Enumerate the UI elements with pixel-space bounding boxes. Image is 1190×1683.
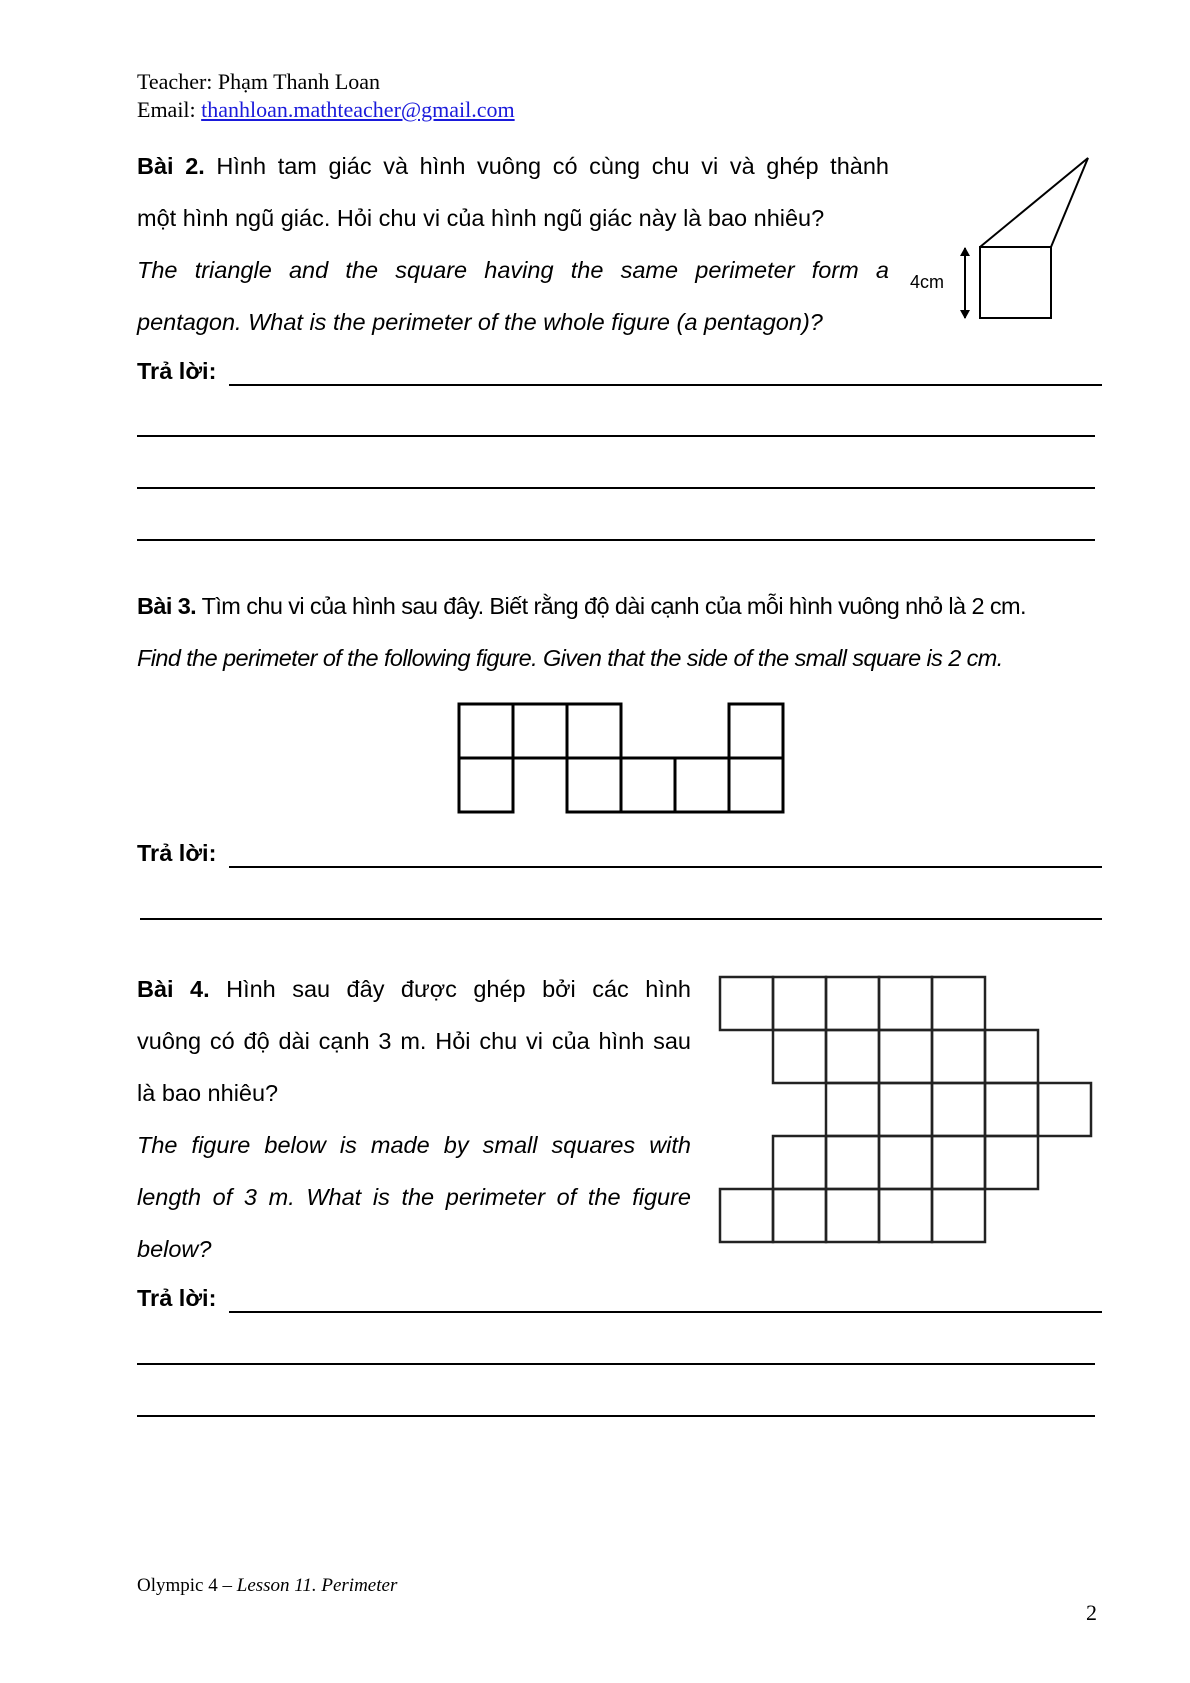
grid-cell bbox=[985, 1030, 1038, 1083]
page-number: 2 bbox=[1086, 1600, 1097, 1625]
square-cell bbox=[621, 758, 675, 812]
bai3-en: Find the perimeter of the following figure. Given that the side of the small square is 2 cm. bbox=[137, 645, 1003, 671]
grid-cell bbox=[826, 1083, 879, 1136]
square-cell bbox=[729, 758, 783, 812]
bai4-vi-line1: Bài 4. Hình sau đây được ghép bởi các hình bbox=[137, 976, 691, 1002]
grid-cell bbox=[773, 977, 826, 1030]
bai4-en-line2: length of 3 m. What is the perimeter of the figure bbox=[137, 1184, 691, 1210]
grid-cell bbox=[879, 1030, 932, 1083]
grid-cell bbox=[826, 977, 879, 1030]
bai3-squares-figure bbox=[455, 700, 795, 820]
bai2-answer-label: Trả lời: bbox=[137, 358, 217, 384]
email-label: Email: bbox=[137, 97, 202, 122]
grid-cell bbox=[773, 1136, 826, 1189]
bai4-answer-line-3[interactable] bbox=[137, 1415, 1095, 1417]
square-cell bbox=[567, 704, 621, 758]
bai2-en-line2: pentagon. What is the perimeter of the whole figure (a pentagon)? bbox=[137, 309, 823, 335]
grid-cell bbox=[932, 1189, 985, 1242]
bai2-en-line1: The triangle and the square having the same perimeter form a bbox=[137, 257, 889, 283]
grid-cell bbox=[879, 1189, 932, 1242]
square-shape bbox=[980, 247, 1051, 318]
grid-cell bbox=[826, 1136, 879, 1189]
bai3-number: Bài 3. bbox=[137, 593, 197, 619]
footer-lesson: Olympic 4 – Lesson 11. Perimeter bbox=[137, 1575, 398, 1596]
bai4-answer-line-2[interactable] bbox=[137, 1363, 1095, 1365]
triangle-square-figure bbox=[900, 150, 1100, 330]
bai4-answer-label: Trả lời: bbox=[137, 1285, 217, 1311]
grid-cell bbox=[773, 1189, 826, 1242]
email-link[interactable]: thanhloan.mathteacher@gmail.com bbox=[201, 97, 515, 122]
bai2-vi-line2: một hình ngũ giác. Hỏi chu vi của hình ngũ giác này là bao nhiêu? bbox=[137, 205, 825, 231]
arrow-up-icon bbox=[960, 247, 970, 256]
bai3-answer-line-1[interactable] bbox=[229, 866, 1102, 868]
bai4-grid-figure bbox=[718, 975, 1098, 1255]
dimension-label: 4cm bbox=[910, 272, 945, 292]
teacher-name: Teacher: Phạm Thanh Loan bbox=[137, 69, 381, 94]
grid-cell bbox=[1038, 1083, 1091, 1136]
square-cell bbox=[459, 704, 513, 758]
bai3-answer-label: Trả lời: bbox=[137, 840, 217, 866]
bai3-vi: Bài 3. Tìm chu vi của hình sau đây. Biết rằng độ dài cạnh của mỗi hình vuông nhỏ là 2 cm. bbox=[137, 593, 1026, 619]
bai3-answer-line-2[interactable] bbox=[140, 918, 1102, 920]
email-line bbox=[137, 96, 515, 124]
grid-cell bbox=[826, 1189, 879, 1242]
bai2-answer-line-4[interactable] bbox=[137, 539, 1095, 541]
bai2-text bbox=[137, 140, 889, 348]
grid-cell bbox=[720, 977, 773, 1030]
grid-cell bbox=[879, 1083, 932, 1136]
bai2-number: Bài 2. bbox=[137, 153, 205, 179]
arrow-down-icon bbox=[960, 310, 970, 319]
bai3-text bbox=[137, 580, 1102, 684]
grid-cell bbox=[773, 1030, 826, 1083]
square-cell bbox=[459, 758, 513, 812]
grid-cell bbox=[826, 1030, 879, 1083]
bai2-vi-line1: Bài 2. Hình tam giác và hình vuông có cùng chu vi và ghép thành bbox=[137, 153, 889, 179]
bai2-answer-line-2[interactable] bbox=[137, 435, 1095, 437]
triangle-shape bbox=[980, 158, 1088, 247]
bai2-answer-line-3[interactable] bbox=[137, 487, 1095, 489]
bai2-answer-line-1[interactable] bbox=[229, 384, 1102, 386]
grid-cell bbox=[932, 1136, 985, 1189]
bai4-vi-line2: vuông có độ dài cạnh 3 m. Hỏi chu vi của hình sau bbox=[137, 1028, 691, 1054]
square-cell bbox=[567, 758, 621, 812]
square-cell bbox=[729, 704, 783, 758]
square-cell bbox=[675, 758, 729, 812]
bai4-number: Bài 4. bbox=[137, 976, 210, 1002]
bai4-en-line3: below? bbox=[137, 1236, 212, 1262]
grid-cell bbox=[985, 1083, 1038, 1136]
grid-cell bbox=[932, 1083, 985, 1136]
square-cell bbox=[513, 704, 567, 758]
grid-cell bbox=[932, 1030, 985, 1083]
grid-cell bbox=[985, 1136, 1038, 1189]
grid-cell bbox=[879, 977, 932, 1030]
bai4-vi-line3: là bao nhiêu? bbox=[137, 1080, 279, 1106]
bai4-answer-line-1[interactable] bbox=[229, 1311, 1102, 1313]
bai4-text bbox=[137, 963, 691, 1275]
bai4-en-line1: The figure below is made by small squares with bbox=[137, 1132, 691, 1158]
grid-cell bbox=[720, 1189, 773, 1242]
grid-cell bbox=[879, 1136, 932, 1189]
grid-cell bbox=[932, 977, 985, 1030]
